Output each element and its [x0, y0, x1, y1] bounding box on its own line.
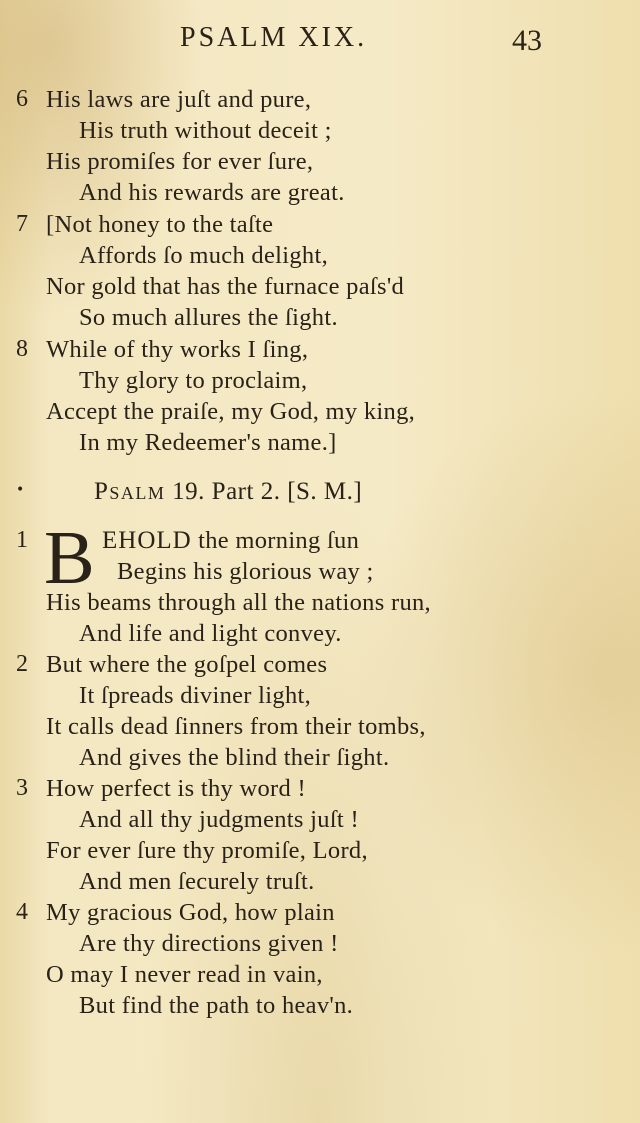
verse-number: 8	[16, 336, 28, 362]
verse-line: And gives the blind their ſight.	[79, 744, 390, 771]
verse-line: For ever ſure thy promiſe, Lord,	[46, 837, 368, 864]
verse-line-first	[102, 527, 359, 555]
verse-line: It calls dead ſinners from their tombs,	[46, 713, 426, 740]
first-word-rest: EHOLD	[102, 527, 192, 554]
section-heading	[94, 478, 362, 506]
verse-line: Thy glory to proclaim,	[79, 367, 308, 394]
verse-line: And men ſecurely truſt.	[79, 868, 315, 895]
page-number: 43	[512, 24, 542, 57]
verse-line: It ſpreads diviner light,	[79, 682, 312, 709]
verse-line: His truth without deceit ;	[79, 117, 332, 144]
margin-mark: •	[16, 482, 25, 498]
verse-line: But where the goſpel comes	[46, 651, 328, 678]
verse-number: 6	[16, 86, 28, 112]
drop-cap: B	[44, 516, 95, 600]
verse-line: His beams through all the nations run,	[46, 589, 431, 616]
verse-number: 4	[16, 899, 28, 925]
verse-line: And all thy judgments juſt !	[79, 806, 359, 833]
verse-number: 1	[16, 527, 28, 553]
section-heading-psalm: Psalm	[94, 478, 166, 505]
verse-number: 2	[16, 651, 28, 677]
verse-number: 3	[16, 775, 28, 801]
verse-line: Begins his glorious way ;	[117, 558, 374, 585]
verse-line: But find the path to heav'n.	[79, 992, 354, 1019]
verse-line: Affords ſo much delight,	[79, 242, 328, 269]
verse-line: And his rewards are great.	[79, 179, 345, 206]
verse-line: His laws are juſt and pure,	[46, 86, 312, 113]
page-title: PSALM XIX.	[180, 22, 368, 53]
verse-line: While of thy works I ſing,	[46, 336, 309, 363]
first-line-rest: the morning ſun	[191, 527, 360, 554]
verse-line: In my Redeemer's name.]	[79, 429, 337, 456]
verse-line: Accept the praiſe, my God, my king,	[46, 398, 416, 425]
verse-line: And life and light convey.	[79, 620, 342, 647]
verse-line: [Not honey to the taſte	[46, 211, 274, 238]
verse-line: O may I never read in vain,	[46, 961, 323, 988]
verse-line: My gracious God, how plain	[46, 899, 335, 926]
verse-line: Are thy directions given !	[79, 930, 339, 957]
verse-line: So much allures the ſight.	[79, 304, 338, 331]
verse-number: 7	[16, 211, 28, 237]
section-heading-rest: 19. Part 2. [S. M.]	[172, 478, 363, 505]
verse-line: How perfect is thy word !	[46, 775, 306, 802]
verse-line: His promiſes for ever ſure,	[46, 148, 314, 175]
verse-line: Nor gold that has the furnace paſs'd	[46, 273, 405, 300]
running-header	[0, 18, 640, 58]
